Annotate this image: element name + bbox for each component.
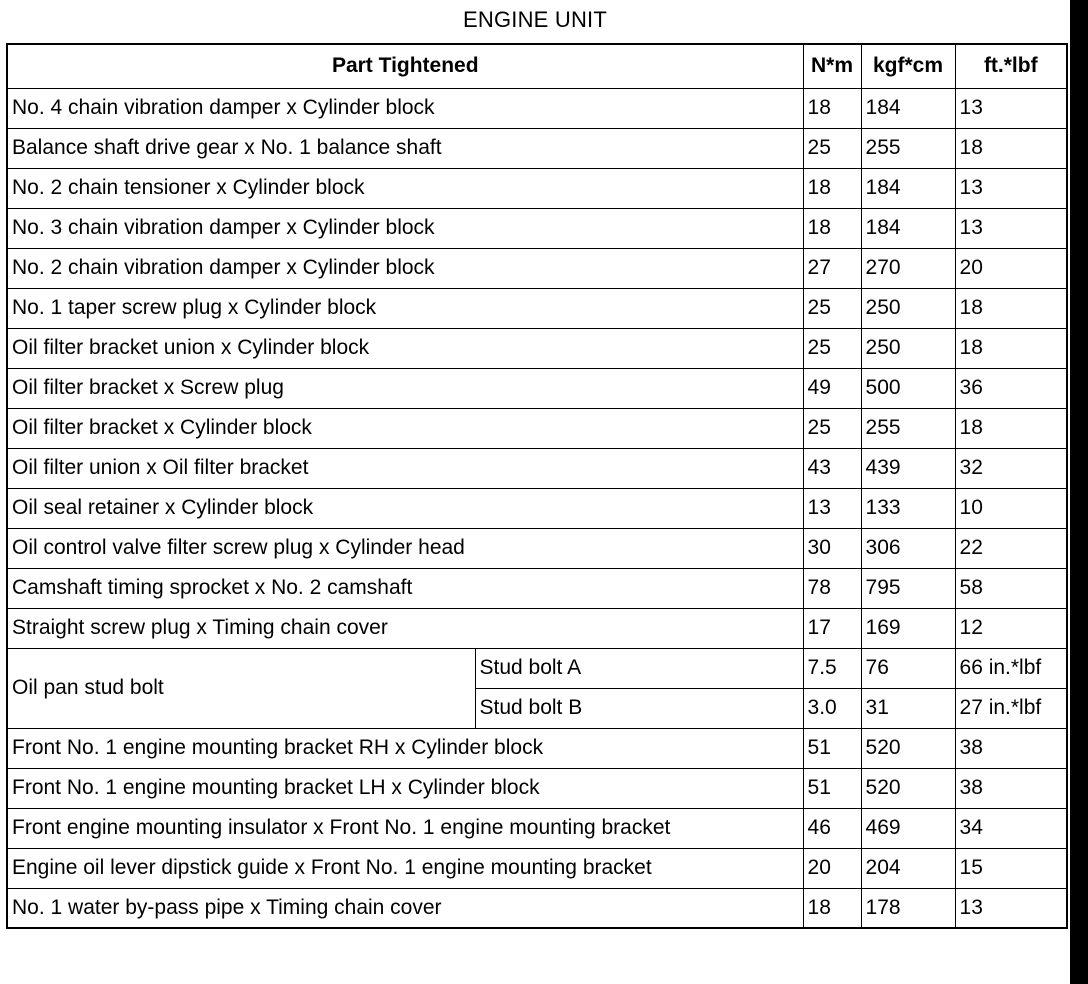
ft-cell: 38 [955,768,1067,808]
part-cell: Straight screw plug x Timing chain cover [7,608,803,648]
ft-cell: 18 [955,328,1067,368]
nm-cell: 49 [803,368,861,408]
right-edge-bar [1070,0,1088,984]
table-row-oil-pan-a [7,648,1067,688]
table-row [7,208,1067,248]
table-row [7,328,1067,368]
part-cell: Balance shaft drive gear x No. 1 balance shaft [7,128,803,168]
table-row [7,288,1067,328]
nm-cell: 43 [803,448,861,488]
part-cell: Oil control valve filter screw plug x Cylinder head [7,528,803,568]
ft-cell: 15 [955,848,1067,888]
part-cell: Oil filter bracket union x Cylinder block [7,328,803,368]
ft-cell: 38 [955,728,1067,768]
part-cell: No. 1 water by-pass pipe x Timing chain cover [7,888,803,928]
kgf-cell: 76 [861,648,955,688]
kgf-cell: 250 [861,288,955,328]
ft-cell: 58 [955,568,1067,608]
part-cell: No. 4 chain vibration damper x Cylinder block [7,88,803,128]
kgf-cell: 184 [861,168,955,208]
table-row [7,168,1067,208]
table-row [7,608,1067,648]
part-cell: Oil seal retainer x Cylinder block [7,488,803,528]
kgf-cell: 184 [861,208,955,248]
table-row [7,248,1067,288]
kgf-cell: 255 [861,128,955,168]
nm-cell: 17 [803,608,861,648]
kgf-cell: 520 [861,728,955,768]
header-kgf-cm: kgf*cm [861,44,955,88]
kgf-cell: 178 [861,888,955,928]
kgf-cell: 133 [861,488,955,528]
ft-cell: 66 in.*lbf [955,648,1067,688]
nm-cell: 25 [803,288,861,328]
header-nm: N*m [803,44,861,88]
nm-cell: 25 [803,408,861,448]
nm-cell: 51 [803,728,861,768]
table-row [7,728,1067,768]
part-cell: Engine oil lever dipstick guide x Front No. 1 engine mounting bracket [7,848,803,888]
ft-cell: 36 [955,368,1067,408]
ft-cell: 12 [955,608,1067,648]
kgf-cell: 500 [861,368,955,408]
header-ft-lbf: ft.*lbf [955,44,1067,88]
table-row [7,408,1067,448]
nm-cell: 25 [803,328,861,368]
table-row [7,488,1067,528]
nm-cell: 46 [803,808,861,848]
kgf-cell: 250 [861,328,955,368]
ft-cell: 18 [955,128,1067,168]
part-cell: Oil filter bracket x Screw plug [7,368,803,408]
ft-cell: 13 [955,168,1067,208]
kgf-cell: 204 [861,848,955,888]
table-row [7,808,1067,848]
nm-cell: 20 [803,848,861,888]
kgf-cell: 306 [861,528,955,568]
part-cell: No. 1 taper screw plug x Cylinder block [7,288,803,328]
table-row [7,568,1067,608]
kgf-cell: 795 [861,568,955,608]
table-row [7,768,1067,808]
nm-cell: 18 [803,888,861,928]
kgf-cell: 255 [861,408,955,448]
kgf-cell: 469 [861,808,955,848]
ft-cell: 27 in.*lbf [955,688,1067,728]
part-cell: No. 2 chain tensioner x Cylinder block [7,168,803,208]
ft-cell: 22 [955,528,1067,568]
part-cell: Front engine mounting insulator x Front No. 1 engine mounting bracket [7,808,803,848]
torque-table [6,43,1068,929]
nm-cell: 51 [803,768,861,808]
nm-cell: 78 [803,568,861,608]
part-cell: No. 3 chain vibration damper x Cylinder block [7,208,803,248]
nm-cell: 3.0 [803,688,861,728]
part-cell: No. 2 chain vibration damper x Cylinder block [7,248,803,288]
table-row [7,368,1067,408]
kgf-cell: 439 [861,448,955,488]
ft-cell: 10 [955,488,1067,528]
table-row [7,848,1067,888]
kgf-cell: 270 [861,248,955,288]
table-row [7,528,1067,568]
ft-cell: 13 [955,88,1067,128]
table-header-row [7,44,1067,88]
table-row [7,128,1067,168]
part-cell: Camshaft timing sprocket x No. 2 camshaft [7,568,803,608]
sub-part-cell: Stud bolt A [475,648,803,688]
table-row [7,888,1067,928]
part-cell: Oil filter union x Oil filter bracket [7,448,803,488]
ft-cell: 13 [955,208,1067,248]
oil-pan-part-cell: Oil pan stud bolt [7,648,475,728]
ft-cell: 18 [955,408,1067,448]
nm-cell: 18 [803,88,861,128]
kgf-cell: 169 [861,608,955,648]
nm-cell: 13 [803,488,861,528]
part-cell: Oil filter bracket x Cylinder block [7,408,803,448]
table-row [7,88,1067,128]
ft-cell: 18 [955,288,1067,328]
ft-cell: 32 [955,448,1067,488]
ft-cell: 13 [955,888,1067,928]
kgf-cell: 31 [861,688,955,728]
kgf-cell: 520 [861,768,955,808]
header-part-tightened: Part Tightened [7,44,803,88]
part-cell: Front No. 1 engine mounting bracket RH x Cylinder block [7,728,803,768]
nm-cell: 18 [803,208,861,248]
page-title: ENGINE UNIT [463,7,607,32]
nm-cell: 7.5 [803,648,861,688]
ft-cell: 34 [955,808,1067,848]
kgf-cell: 184 [861,88,955,128]
nm-cell: 30 [803,528,861,568]
sub-part-cell: Stud bolt B [475,688,803,728]
nm-cell: 18 [803,168,861,208]
nm-cell: 27 [803,248,861,288]
table-row [7,448,1067,488]
part-cell: Front No. 1 engine mounting bracket LH x Cylinder block [7,768,803,808]
nm-cell: 25 [803,128,861,168]
ft-cell: 20 [955,248,1067,288]
